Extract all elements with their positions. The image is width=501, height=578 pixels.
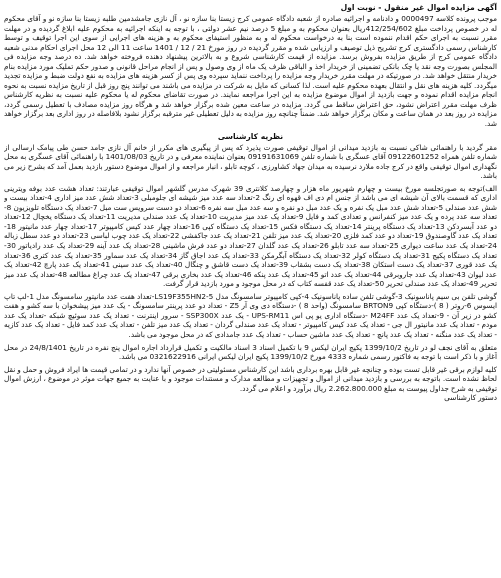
notice-paragraph-inspection: مقر گردید با راهنمائی شاکی نسبت به بازدید میدانی از اموال توقیفی صورت پذیرد که پس از پیگیری های مکرر از خانم آل نازی جامد حسن طی پیامک ارسالی از شماره تلفن همراه 09122601252 آقای عسگری با شماره تلفن 09191631069 بعنوان نماینده معرفی و در تاریخ 1401/08/03 با راهنمائی آقای عسگری به محل نگهداری اموال توقیفی واقع در کرج جاده ملارد نرسیده به میدان جهاد کشاورزی ، کوچه تابلو ، انبار مراجعه و از اموال موضوع دستور بازدید بعمل آمد که بشرح زیر می باشد. (4, 142, 497, 181)
auction-notice (4, 2, 497, 574)
expert-opinion-heading: نظریه کارشناسی (217, 131, 284, 141)
notice-paragraph-valuation: کلیه لوازم برقی غیر قابل تست بوده و چنانچه غیر قابل بهره برداری باشد این کارشناس مسئولیتی در خصوص آنها ندارد و در تمامی قیمت ها ایراد فروش و حمل و نقل لحاظ نشده است. باتوجه به بررسی و بازدید میدانی از اموال و تجهیزات و مطالعه مدارک و مستندات موجود و با عنایت به جمیع جهات موثر در موضوع ، ارزش اموال توقیفی به شرح جداول پیوست به مبلغ 2.262.800.000 ریال برآورد و اعلام می گردد. (4, 364, 497, 393)
notice-paragraph-equipment: گوشی تلفن بی سیم پاناسونیک 3-گوشی تلفن ساده پاناسونیک 4-کپی کامپیوتر سامسونگ مدل LS19F355HN2-5-تعداد هفت عدد مانیتور سامسونگ مدل 1-لپ تاپ ایسوس 6-روتر ( 8 )-دستگاه کپی BRTON9 سامسونگ (واحد 8 ) -دستگاه دی وی آر Z5 - تعداد دو عدد پرینتر سامسونگ - یک عدد میز پیشخوان با سه کشو و هفت کشو در زیر آن - 9-تعداد یک عدد M24FF -دستگاه اداری یو پی اس UPS-RM11 - یک عدد SSP300X - سرور اینترنت - تعداد یک عدد سوئیچ شبکه -تعداد یک عدد مودم - تعداد یک عدد مانیتور ال جی - تعداد یک عدد کیس کامپیوتر - تعداد یک عدد صندلی گردان - تعداد یک عدد میز تلفن - تعداد یک عدد کمد فایل - تعداد یک عدد کازیه - تعداد یک عدد منگنه - تعداد یک عدد پانچ - تعداد یک عدد ماشین حساب - تعداد یک عدد جامدادی که در محل موجود می باشد. (4, 291, 497, 339)
notice-footer: دستور کارشناسی (444, 393, 497, 403)
notice-title: آگهی مزایده اموال غیر منقول - نوبت اول (340, 3, 497, 12)
notice-paragraph-item-list: الف)توجه به صورتجلسه مورخ بیست و چهارم شهریور ماه هزار و چهارصد کلانتری 39 شهرک مدرس گلشهر اموال توقیفی عبارتند: تعداد هشت عدد بوفه ویترینی اداری که قسمت بالای آن شیشه ای می باشد از جنس ام دی اف قهوه ای رنگ 2-تعداد سه عدد میز شیشه ای جلومبلی 3-تعداد شش عدد میز اداری 4-تعداد بیست و شش عدد صندلی 5-تعداد شش عدد مبل یک نفره و یک عدد مبل دو نفره و سه عدد مبل سه نفره 6-تعداد دو دست سرویس ست مبل 7-تعداد یک دستگاه تلویزیون 8-تعداد سه عدد پرده و یک عدد میز کنفرانس و تعدادی کمد و فایل 9-تعداد یک عدد میز مدیریت 10-تعداد یک عدد صندلی مدیریت 11-تعداد یک دستگاه یخچال 12-تعداد دو عدد آبسردکن 13-تعداد یک دستگاه پرینتر 14-تعداد یک دستگاه فکس 15-تعداد یک دستگاه کپی 16-تعداد چهار عدد کیس کامپیوتر 17-تعداد چهار عدد مانیتور 18-تعداد یک عدد گاوصندوق 19-تعداد دو عدد کمد فلزی 20-تعداد یک عدد میز تلفن 21-تعداد یک عدد جاکفشی 22-تعداد یک عدد چوب لباسی 23-تعداد دو عدد سطل زباله 24-تعداد یک عدد ساعت دیواری 25-تعداد سه عدد تابلو 26-تعداد یک عدد گلدان 27-تعداد دو عدد فرش ماشینی 28-تعداد یک عدد آینه 29-تعداد یک عدد رادیاتور 30-تعداد یک دستگاه پکیج 31-تعداد یک دستگاه کولر 32-تعداد یک دستگاه آبگرمکن 33-تعداد یک عدد اجاق گاز 34-تعداد یک عدد سماور 35-تعداد یک عدد کتری 36-تعداد یک عدد قوری 37-تعداد یک دست استکان 38-تعداد یک دست بشقاب 39-تعداد یک دست قاشق و چنگال 40-تعداد یک عدد سینی 41-تعداد یک عدد پارچ 42-تعداد یک عدد لیوان 43-تعداد یک عدد جاروبرقی 44-تعداد یک عدد اتو 45-تعداد یک عدد پنکه 46-تعداد یک عدد بخاری برقی 47-تعداد یک عدد چراغ مطالعه 48-تعداد یک عدد میز تحریر 49-تعداد یک عدد صندلی تحریر 50-تعداد یک عدد قفسه کتاب که در محل موجود و مورد بازدید قرار گرفت. (4, 183, 497, 289)
notice-paragraph-intro: موجب پرونده کلاسه 0000497 و دادنامه و اجرائیه صادره از شعبه دادگاه عمومی کرج زیستا بنا سازه نو ، آل نازی جامشدمین طلبه زیستا بنا سازه نو و آقای محکوم له در خصوص پرداخت مبلغ 412/254/602ریال بعنوان محکوم به و مبلغ 5 درصد نیم عشر دولتی ، با توجه به اینکه اجرائیه به محکوم علیه ابلاغ گردیده و در مهلت مقرر نسبت به اجرای حکم اقدام ننموده است بنا به درخواست محکوم له و به منظور استیفای محکوم به و هزینه های اجرایی از سوی این اجرا توقیف و توسط کارشناس رسمی دادگستری کرج تشریح ذیل توصیف و ارزیابی شده و مقرر گردیده در روز مورخ 21 / 12 / 1401 ساعت 11 الی 12 محل اجرای احکام مدنی شعبه دادگاه عمومی کرج از طریق مزایده بفروش برسد. مزایده از قیمت کارشناسی شروع و به بالاترین پیشنهاد دهنده فروخته خواهد شد. ده درصد وجه مزایده فی المجلس بصورت وجه نقد یا چک بانکی تضمینی از خریدار اخذ و الباقی ظرف یک ماه از وی وصول و پس از انجام مراحل قانونی و صدور حکم تملیک مورد مزایده بنام خریدار منتقل خواهد شد. در صورتیکه در مهلت مقرر خریدار وجه مزایده را پرداخت ننماید سپرده وی پس از کسر هزینه های مزایده به نفع دولت ضبط و مزایده تجدید میگردد. کلیه هزینه های نقل و انتقال بعهده محکوم علیه است. لذا کسانی که مایل به شرکت در مزایده می باشند می توانند پنج روز قبل از تاریخ مزایده نسبت به نحوه انجام مزایده اقدام نموده و جهت بازدید از اموال موضوع مزایده به این اجرا مراجعه نمایند. در صورت تقاضای محکوم له یا محکوم علیه نسبت به نظریه کارشناس ظرف مهلت مقرر اعتراض نشود، حق اعتراض ساقط می گردد. مزایده در ساعت معین شده برگزار خواهد شد و هرگاه روز مزایده مصادف با تعطیل رسمی گردد، مزایده در روز بعد در همان ساعت و مکان برگزار خواهد شد. ضمناً چنانچه روز مزایده به دلیل تعطیلی غیر مترقبه برگزار نشود بلافاصله در روز اداری بعد برگزار خواهد شد. (4, 14, 497, 129)
notice-paragraph-invoice: متعلق به آقای نجف لو در تاریخ 1399/10/2 پکیج ایران لیکس 9 با تکمیل اسناد 3 اسناد مالکیت و تکمیل قرارداد اجاره اموال پنج نفره در تاریخ 24/8/1401 در محل آغاز و با ذکر است با توجه به فاکتور رسمی شماره 4333 مورخ 1399/10/2 پکیج ایران لیکس ایرانی 0321622916 می باشد. (4, 342, 497, 362)
